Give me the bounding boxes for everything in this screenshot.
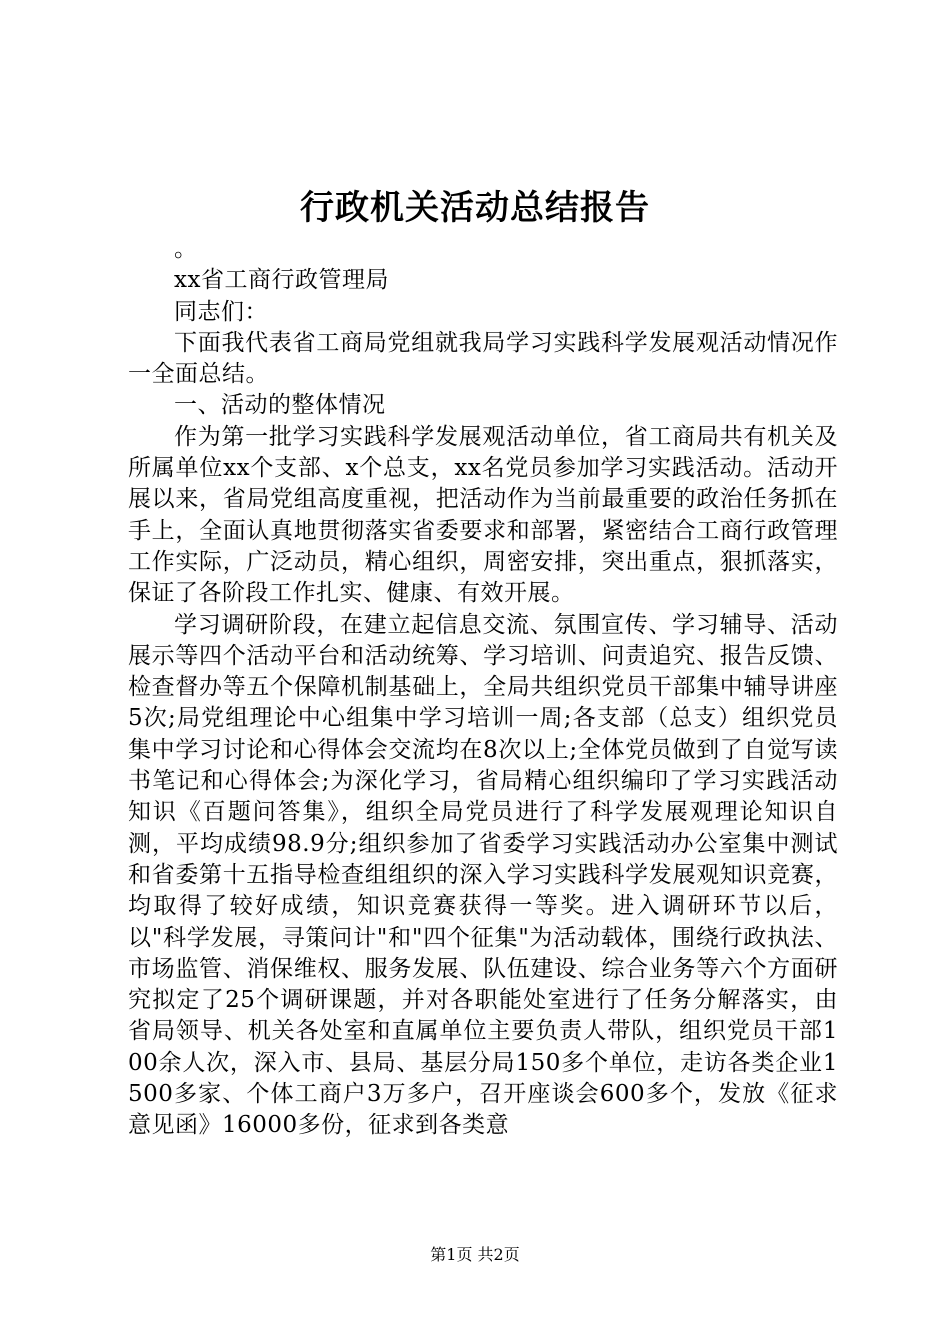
page-footer: 第1页 共2页 (430, 1245, 520, 1264)
document-body (128, 234, 838, 1142)
paragraph-study-stage: 学习调研阶段，在建立起信息交流、氛围宣传、学习辅导、活动展示等四个活动平台和活动统筹、学习培训、问责追究、报告反馈、检查督办等五个保障机制基础上，全局共组织党员干部集中辅导讲座5次;局党组理论中心组集中学习培训一周;各支部（总支）组织党员集中学习讨论和心得体会交流均在8次以上;全体党员做到了自觉写读书笔记和心得体会;为深化学习，省局精心组织编印了学习实践活动知识《百题问答集》，组织全局党员进行了科学发展观理论知识自测，平均成绩98.9分;组织参加了省委学习实践活动办公室集中测试和省委第十五指导检查组组织的深入学习实践科学发展观知识竞赛，均取得了较好成绩，知识竞赛获得一等奖。进入调研环节以后，以"科学发展，寻策问计"和"四个征集"为活动载体，围绕行政执法、市场监管、消保维权、服务发展、队伍建设、综合业务等六个方面研究拟定了25个调研课题，并对各职能处室进行了任务分解落实，由省局领导、机关各处室和直属单位主要负责人带队，组织党员干部100余人次，深入市、县局、基层分局150多个单位，走访各类企业1500多家、个体工商户3万多户，召开座谈会600多个，发放《征求意见函》16000多份，征求到各类意 (128, 611, 838, 1139)
paragraph-mark: 。 (174, 236, 198, 262)
paragraph-salutation: 同志们： (174, 298, 268, 325)
paragraph-intro: 下面我代表省工商局党组就我局学习实践科学发展观活动情况作一全面总结。 (128, 329, 838, 388)
section-heading: 一、活动的整体情况 (174, 392, 386, 419)
document-title: 行政机关活动总结报告 (300, 188, 650, 228)
paragraph-overview: 作为第一批学习实践科学发展观活动单位，省工商局共有机关及所属单位xx个支部、x个总支，xx名党员参加学习实践活动。活动开展以来，省局党组高度重视，把活动作为当前最重要的政治任务抓在手上，全面认真地贯彻落实省委要求和部署，紧密结合工商行政管理工作实际，广泛动员，精心组织，周密安排，突出重点，狠抓落实，保证了各阶段工作扎实、健康、有效开展。 (128, 423, 838, 607)
paragraph-organization: xx省工商行政管理局 (174, 267, 389, 294)
